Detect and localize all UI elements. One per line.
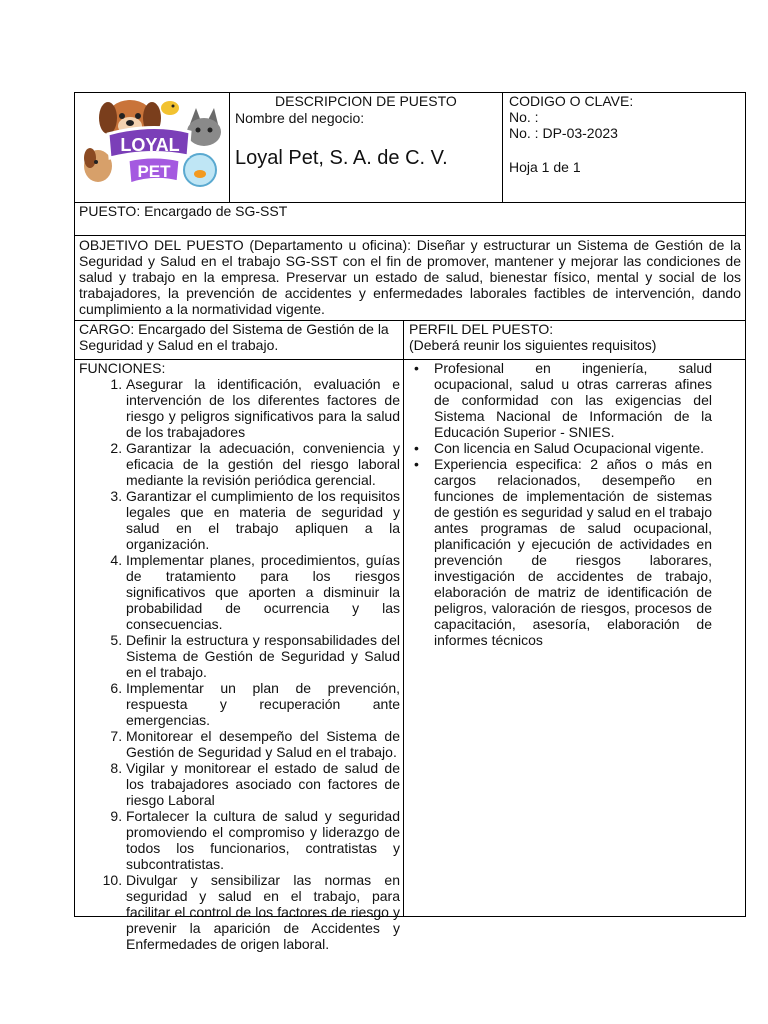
list-item: 10. Divulgar y sensibilizar las normas en seguridad y salud en el trabajo, para facilitar el control de los factores de riesgo y prevenir la aparición de Accidentes y Enfermedades de origen laboral. — [126, 872, 400, 952]
bird-illustration — [161, 101, 179, 115]
list-item: • Profesional en ingeniería, salud ocupacional, salud u otras carreras afines de conformidad con las exigencias del Sistema Nacional de Información de la Educación Superior - SNIES. — [434, 360, 712, 440]
business-name: Loyal Pet, S. A. de C. V. — [235, 147, 448, 169]
document-number: No. : DP-03-2023 — [509, 125, 618, 141]
loyal-pet-logo — [78, 94, 226, 200]
doc-title: DESCRIPCION DE PUESTO — [275, 93, 457, 109]
requisitos-list — [408, 360, 712, 648]
list-item: 4. Implementar planes, procedimientos, guías de tratamiento para los riesgos significativos que aporten a disminuir la probabilidad de ocurrencia y las consecuencias. — [126, 552, 400, 632]
logo-text-loyal: LOYAL — [120, 135, 180, 155]
list-item: • Experiencia especifica: 2 años o más en cargos relacionados, desempeño en funciones de implementación de sistemas de gestión es seguridad y salud en el trabajo antes programas de salud ocupacional, planificación y ejecución de actividades en prevención de riesgos laborares, investigación de accidentes de trabajo, elaboración de matriz de identificación de peligros, valoración de riesgos, procesos de capacitación, asesoría, elaboración de informes técnicos — [434, 456, 712, 648]
no-label: No. : — [509, 109, 539, 125]
cat-illustration — [187, 108, 221, 146]
fishbowl-illustration — [184, 154, 216, 186]
logo-text-pet: PET — [137, 162, 171, 181]
business-label: Nombre del negocio: — [235, 110, 365, 126]
puppy-illustration — [84, 148, 112, 182]
code-label: CODIGO O CLAVE: — [509, 93, 634, 109]
list-item: 9. Fortalecer la cultura de salud y seguridad promoviendo el compromiso y liderazgo de todos los funcionarios, contratistas y subcontratistas. — [126, 808, 400, 872]
cargo-text: CARGO: Encargado del Sistema de Gestión de la Seguridad y Salud en el trabajo. — [79, 321, 389, 353]
list-item: 5. Definir la estructura y responsabilidades del Sistema de Gestión de Seguridad y Salud en el trabajo. — [126, 632, 400, 680]
list-item: 1. Asegurar la identificación, evaluación e intervención de los diferentes factores de riesgo y peligros significativos para la salud de los trabajadores — [126, 376, 400, 440]
funciones-list — [78, 376, 400, 952]
list-item: 8. Vigilar y monitorear el estado de salud de los trabajadores asociado con factores de riesgo Laboral — [126, 760, 400, 808]
funciones-title: FUNCIONES: — [79, 360, 166, 376]
perfil-title: PERFIL DEL PUESTO: — [409, 321, 554, 337]
puesto-text: PUESTO: Encargado de SG-SST — [79, 203, 288, 219]
list-item: • Con licencia en Salud Ocupacional vigente. — [434, 440, 712, 456]
page-indicator: Hoja 1 de 1 — [509, 159, 581, 175]
objetivo-text: OBJETIVO DEL PUESTO (Departamento u oficina): Diseñar y estructurar un Sistema de Gestión de la Seguridad y Salud en el trabajo SG-SST con el fin de promover, mantener y mejorar las condiciones de salud y trabajo en la empresa. Preservar un estado de salud, bienestar físico, mental y social de los trabajadores, la prevención de accidentes y enfermedades laborales factibles de intervención, dando cumplimiento a la normatividad vigente. — [79, 237, 741, 317]
list-item: 2. Garantizar la adecuación, conveniencia y eficacia de la gestión del riesgo laboral mediante la revisión periódica gerencial. — [126, 440, 400, 488]
logo-banner — [108, 127, 190, 184]
list-item: 6. Implementar un plan de prevención, respuesta y recuperación ante emergencias. — [126, 680, 400, 728]
list-item: 3. Garantizar el cumplimiento de los requisitos legales que en materia de seguridad y salud en el trabajo apliquen a la organización. — [126, 488, 400, 552]
list-item: 7. Monitorear el desempeño del Sistema de Gestión de Seguridad y Salud en el trabajo. — [126, 728, 400, 760]
perfil-subtitle: (Deberá reunir los siguientes requisitos) — [409, 337, 657, 353]
